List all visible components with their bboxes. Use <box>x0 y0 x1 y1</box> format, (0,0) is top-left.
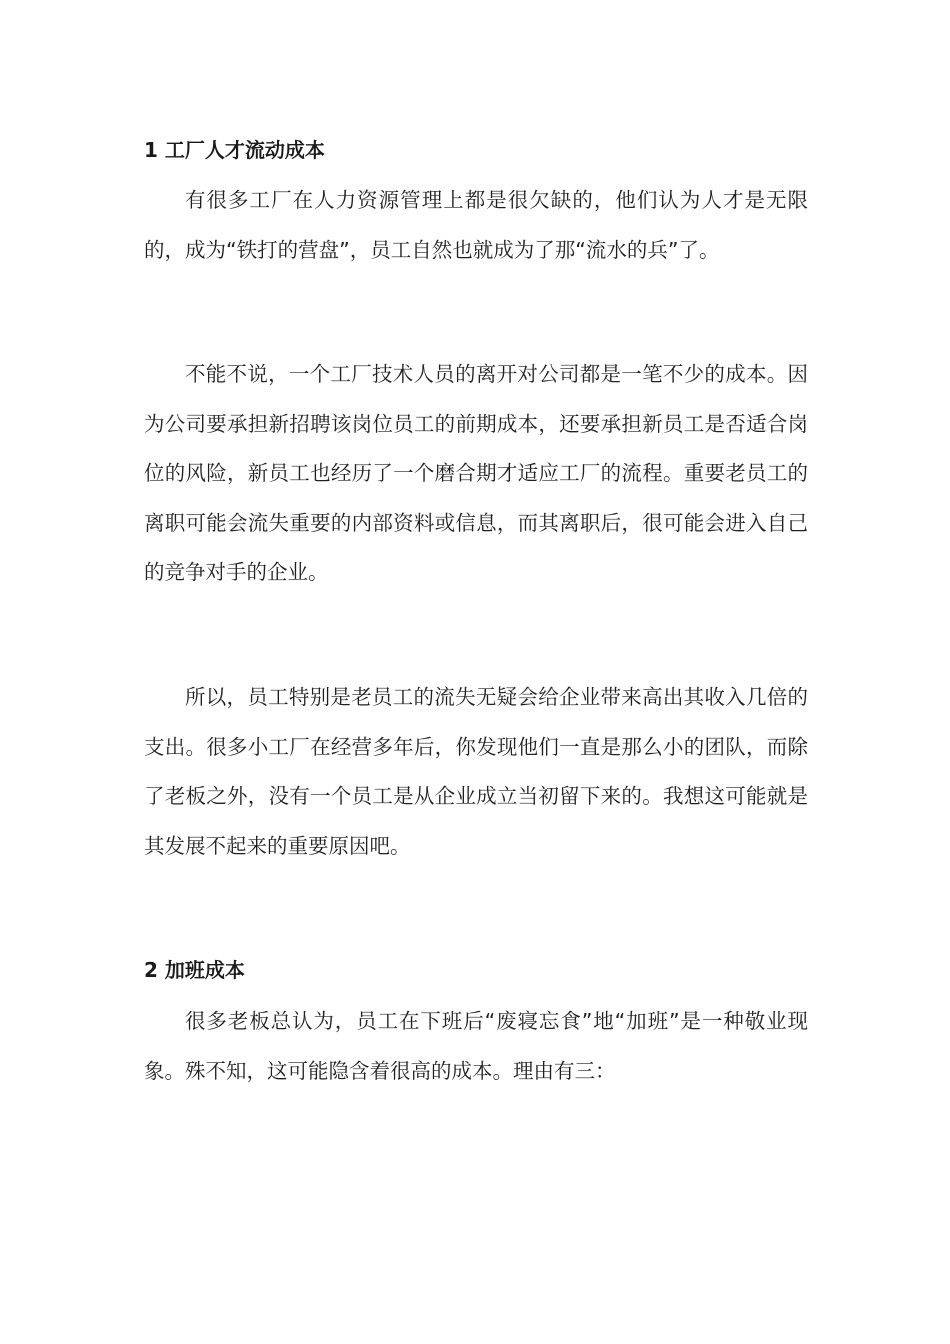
section-1-paragraph-3: 所以，员工特别是老员工的流失无疑会给企业带来高出其收入几倍的支出。很多小工厂在经营多年后，你发现他们一直是那么小的团队，而除了老板之外，没有一个员工是从企业成立当初留下来的。我想这可能就是其发展不起来的重要原因吧。 <box>144 685 808 858</box>
section-2-paragraph-1: 很多老板总认为，员工在下班后“废寝忘食”地“加班”是一种敬业现象。殊不知，这可能隐含着很高的成本。理由有三： <box>144 1009 808 1083</box>
section-1-heading: 1 工厂人才流动成本 <box>144 138 325 162</box>
section-1-paragraph-1: 有很多工厂在人力资源管理上都是很欠缺的，他们认为人才是无限的，成为“铁打的营盘”，员工自然也就成为了那“流水的兵”了。 <box>144 188 808 262</box>
section-2-heading: 2 加班成本 <box>144 958 245 982</box>
section-1-paragraph-2: 不能不说，一个工厂技术人员的离开对公司都是一笔不少的成本。因为公司要承担新招聘该岗位员工的前期成本，还要承担新员工是否适合岗位的风险，新员工也经历了一个磨合期才适应工厂的流程。重要老员工的离职可能会流失重要的内部资料或信息，而其离职后，很可能会进入自己的竞争对手的企业。 <box>144 362 808 584</box>
